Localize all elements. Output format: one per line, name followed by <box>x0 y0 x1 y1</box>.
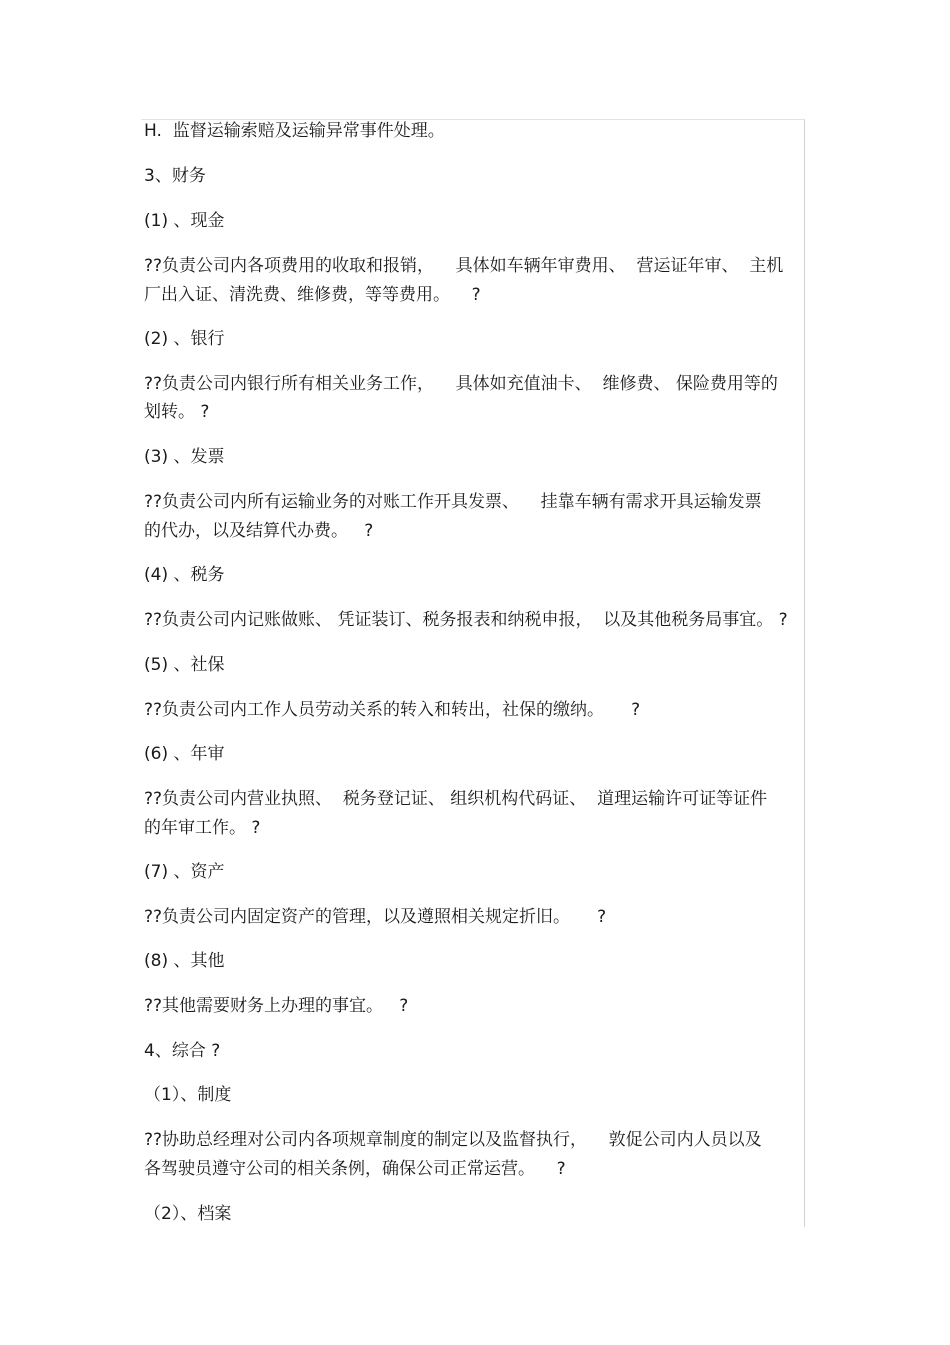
subsection-heading-invoice: (3) 、发票 <box>144 447 225 467</box>
subsection-heading-assets: (7) 、资产 <box>144 862 225 882</box>
paragraph-line: ??其他需要财务上办理的事宜。 ? <box>144 996 409 1016</box>
subsection-heading-cash: (1) 、现金 <box>144 211 225 231</box>
subsection-heading-tax: (4) 、税务 <box>144 565 225 585</box>
paragraph-line: 厂出入证、清洗费、维修费，等等费用。 ? <box>144 285 481 305</box>
paragraph-line: ??协助总经理对公司内各项规章制度的制定以及监督执行， 敦促公司内人员以及 <box>144 1130 762 1150</box>
subsection-heading-policy: （1）、制度 <box>144 1085 232 1105</box>
subsection-heading-annual-review: (6) 、年审 <box>144 744 225 764</box>
section-heading-finance: 3、财务 <box>144 166 206 186</box>
section-heading-general: 4、综合 ? <box>144 1041 221 1061</box>
paragraph-line: ??负责公司内银行所有相关业务工作， 具体如充值油卡、 维修费、 保险费用等的 <box>144 374 778 394</box>
subsection-heading-other: (8) 、其他 <box>144 951 225 971</box>
paragraph-line: ??负责公司内各项费用的收取和报销， 具体如车辆年审费用、 营运证年审、 主机 <box>144 256 784 276</box>
paragraph-line: 各驾驶员遵守公司的相关条例，确保公司正常运营。 ? <box>144 1159 566 1179</box>
paragraph-line: 的年审工作。 ? <box>144 818 261 838</box>
paragraph-line: ??负责公司内记账做账、 凭证装订、税务报表和纳税申报， 以及其他税务局事宜。 ? <box>144 610 788 630</box>
text-line-h: H. 监督运输索赔及运输异常事件处理。 <box>144 121 445 141</box>
paragraph-line: 划转。 ? <box>144 402 210 422</box>
subsection-heading-bank: (2) 、银行 <box>144 329 225 349</box>
paragraph-line: ??负责公司内工作人员劳动关系的转入和转出，社保的缴纳。 ? <box>144 700 641 720</box>
paragraph-line: ??负责公司内所有运输业务的对账工作开具发票、 挂靠车辆有需求开具运输发票 <box>144 492 762 512</box>
subsection-heading-social-security: (5) 、社保 <box>144 655 225 675</box>
paragraph-line: ??负责公司内固定资产的管理，以及遵照相关规定折旧。 ? <box>144 907 607 927</box>
paragraph-line: ??负责公司内营业执照、 税务登记证、 组织机构代码证、 道理运输许可证等证件 <box>144 789 768 809</box>
subsection-heading-archives: （2）、档案 <box>144 1204 232 1224</box>
paragraph-line: 的代办，以及结算代办费。 ? <box>144 521 374 541</box>
